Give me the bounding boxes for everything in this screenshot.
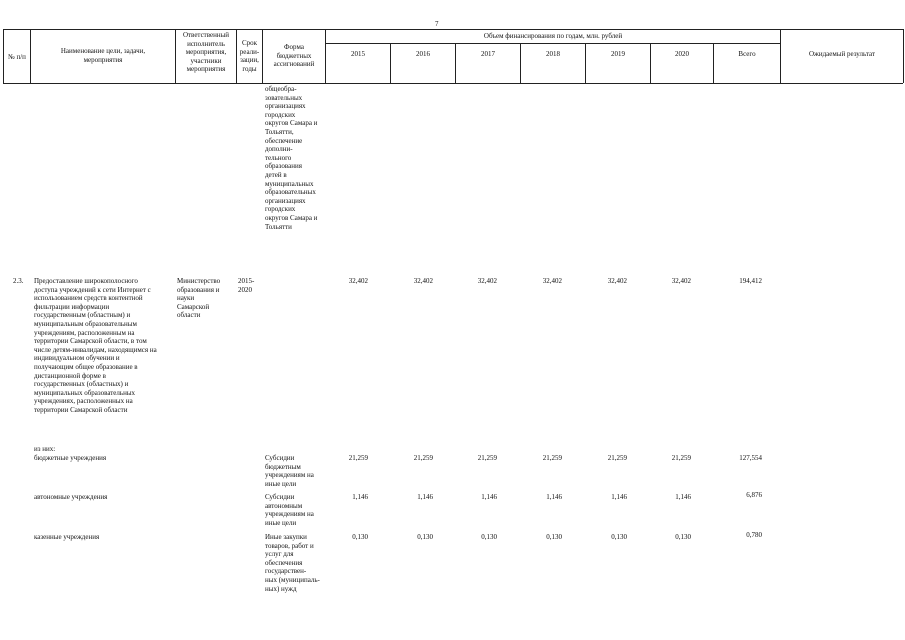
- row-2-3-term: 2015- 2020: [238, 277, 255, 294]
- row-2-3-value-2020: 32,402: [671, 277, 691, 285]
- sub-row-budget-value-2015: 21,259: [348, 454, 368, 462]
- sub-row-autonomous-value-2017: 1,146: [481, 493, 497, 501]
- header-year-2018: 2018: [546, 50, 560, 58]
- sub-row-budget-value-2016: 21,259: [413, 454, 433, 462]
- sub-row-state-value-total: 0,780: [746, 531, 762, 539]
- sub-row-autonomous-value-2016: 1,146: [417, 493, 433, 501]
- header-year-2015: 2015: [351, 50, 365, 58]
- row-2-3-value-2017: 32,402: [477, 277, 497, 285]
- header-responsible: Ответственный исполнитель мероприятия, участники мероприятия: [182, 31, 230, 74]
- sub-row-state-value-2017: 0,130: [481, 533, 497, 541]
- header-year-2019: 2019: [611, 50, 625, 58]
- sub-row-budget-name: бюджетные учреждения: [34, 454, 107, 462]
- sub-row-autonomous-value-2019: 1,146: [611, 493, 627, 501]
- page-number: 7: [435, 20, 439, 28]
- sub-row-state-value-2020: 0,130: [675, 533, 691, 541]
- sub-row-budget-value-2018: 21,259: [542, 454, 562, 462]
- row-2-3-value-total: 194,412: [739, 277, 762, 285]
- row-2-3-name: Предоставление широкополосного доступа учреждений к сети Интернет с использованием средств контентной фильтрации информации государственным (областным) и муниципальным образовательным учреждениям, расположенным на территории Самарской области, в том числе детям-инвалидам, находящимся на индивидуальном обучении и получающим общее образование в дистанционной форме в государственных (областных) и муниципальных образовательных учреждениях, расположенных на территории Самарской области: [34, 277, 157, 414]
- row-2-3-number: 2.3.: [13, 277, 24, 285]
- sub-row-autonomous-value-2015: 1,146: [352, 493, 368, 501]
- row-2-3-responsible: Министерство образования и науки Самарской области: [177, 277, 221, 320]
- header-term: Срок реали- зации, годы: [239, 39, 260, 73]
- header-year-2020: 2020: [675, 50, 689, 58]
- sub-row-budget-value-2017: 21,259: [477, 454, 497, 462]
- header-year-2017: 2017: [481, 50, 495, 58]
- row-2-3-value-2019: 32,402: [607, 277, 627, 285]
- sub-row-autonomous-name: автономные учреждения: [34, 493, 108, 501]
- sub-row-budget-value-2019: 21,259: [607, 454, 627, 462]
- header-num: № п/п: [8, 53, 26, 61]
- row-2-3-value-2015: 32,402: [348, 277, 368, 285]
- header-year-2016: 2016: [416, 50, 430, 58]
- header-name: Наименование цели, задачи, мероприятия: [60, 47, 146, 64]
- sub-row-state-name: казенные учреждения: [34, 533, 100, 541]
- sub-row-budget-value-2020: 21,259: [671, 454, 691, 462]
- header-funding: Объем финансирования по годам, млн. рублей: [483, 32, 623, 40]
- sub-row-budget-form: Субсидии бюджетным учреждениям на иные цели: [265, 454, 314, 488]
- sub-row-autonomous-value-total: 6,876: [746, 491, 762, 499]
- sub-row-autonomous-value-2018: 1,146: [546, 493, 562, 501]
- row-2-3-value-2016: 32,402: [413, 277, 433, 285]
- of-which-label: из них:: [34, 445, 56, 453]
- sub-row-autonomous-value-2020: 1,146: [675, 493, 691, 501]
- sub-row-state-value-2016: 0,130: [417, 533, 433, 541]
- header-form: Форма бюджетных ассигнований: [273, 43, 315, 69]
- sub-row-budget-value-total: 127,554: [739, 454, 762, 462]
- sub-row-state-value-2018: 0,130: [546, 533, 562, 541]
- header-total: Всего: [738, 50, 756, 58]
- sub-row-state-value-2015: 0,130: [352, 533, 368, 541]
- sub-row-autonomous-form: Субсидии автономным учреждениям на иные цели: [265, 493, 314, 527]
- sub-row-state-form: Иные закупки товаров, работ и услуг для обеспечения государствен- ных (муниципаль- ных) нужд: [265, 533, 320, 593]
- continuation-form-text: общеобра- зовательных организациях городских округов Самара и Тольятти, обеспечение дополни- тельного образования детей в муниципальных образовательных организациях городских округов Самара и Тольятти: [265, 85, 318, 231]
- sub-row-state-value-2019: 0,130: [611, 533, 627, 541]
- row-2-3-value-2018: 32,402: [542, 277, 562, 285]
- header-result: Ожидаемый результат: [808, 50, 876, 58]
